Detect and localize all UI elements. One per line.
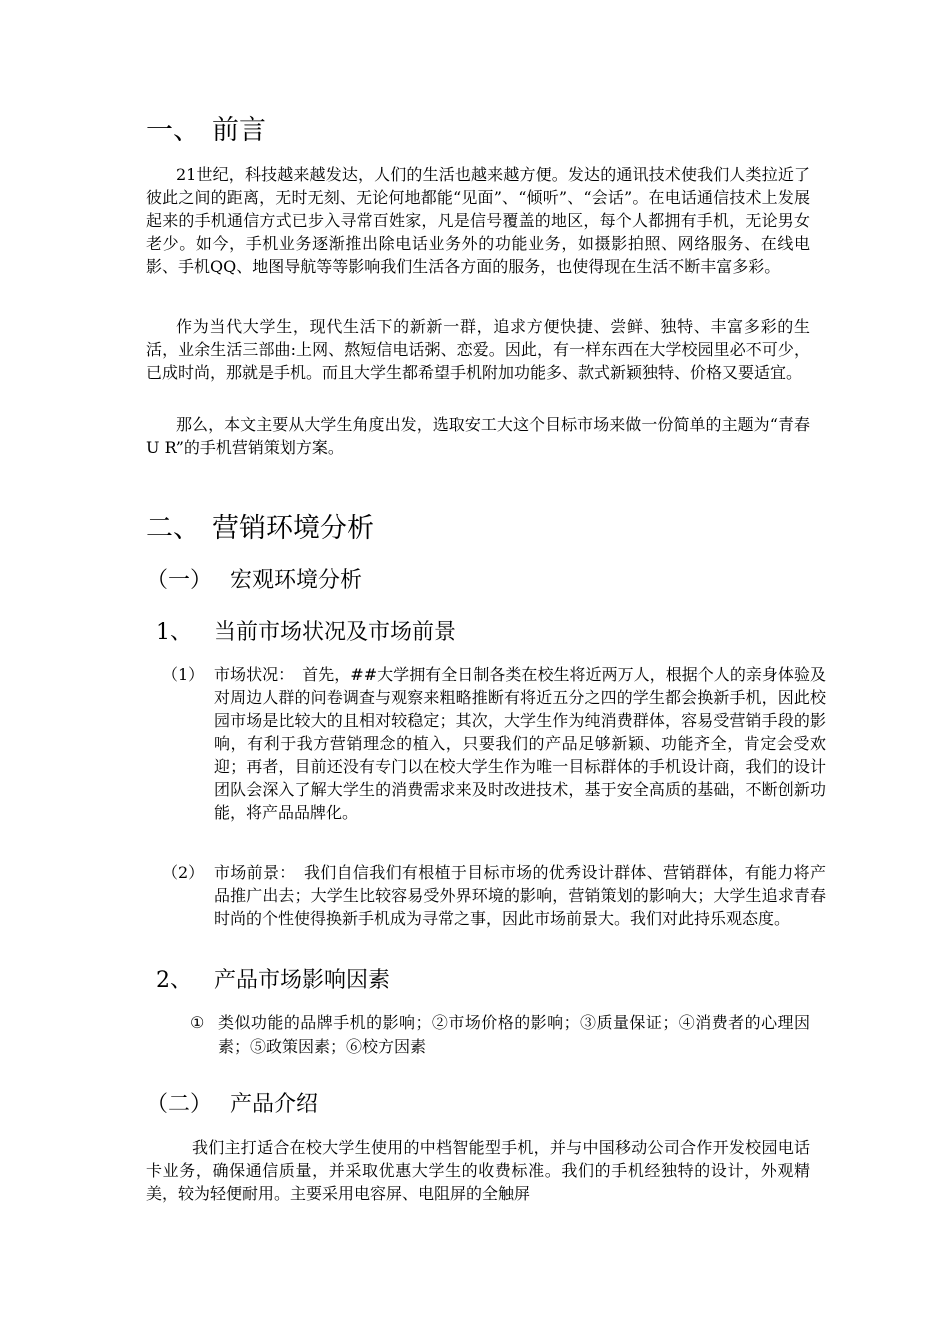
heading-title: 营销环境分析	[212, 513, 374, 544]
paragraph: 我们主打适合在校大学生使用的中档智能型手机，并与中国移动公司合作开发校园电话卡业务，确保通信质量，并采取优惠大学生的收费标准。我们的手机经独特的设计，外观精美，较为轻便耐用。主要采用电容屏、电阻屏的全触屏	[146, 1138, 810, 1203]
heading-title: 当前市场状况及市场前景	[214, 620, 457, 645]
subheading-market-factors	[156, 966, 390, 996]
heading-title: 产品市场影响因素	[214, 968, 391, 993]
heading-number: 1、	[156, 620, 192, 645]
list-item-text: 市场状况： 首先，##大学拥有全日制各类在校生将近两万人，根据个人的亲身体验及对周边人群的问卷调查与观察来粗略推断有将近五分之四的学生都会换新手机，因此校园市场是比较大的且相对较稳定；其次，大学生作为纯消费群体，容易受营销手段的影响，有利于我方营销理念的植入，只要我们的产品足够新颖、功能齐全，肯定会受欢迎；再者，目前还没有专门以在校大学生作为唯一目标群体的手机设计商，我们的设计团队会深入了解大学生的消费需求来及时改进技术，基于安全高质的基础，不断创新功能，将产品品牌化。	[214, 665, 826, 822]
heading-number: （一）	[146, 568, 213, 593]
subheading-macro-environment	[146, 566, 362, 596]
subheading-market-status	[156, 618, 456, 648]
heading-title: 产品介绍	[230, 1092, 319, 1117]
list-item-text: 市场前景： 我们自信我们有根植于目标市场的优秀设计群体、营销群体，有能力将产品推广出去；大学生比较容易受外界环境的影响，营销策划的影响大；大学生追求青春时尚的个性使得换新手机成为寻常之事，因此市场前景大。我们对此持乐观态度。	[214, 863, 826, 928]
paragraph: 作为当代大学生，现代生活下的新新一群，追求方便快捷、尝鲜、独特、丰富多彩的生活，业余生活三部曲:上网、熬短信电话粥、恋爱。因此，有一样东西在大学校园里必不可少，已成时尚，那就是手机。而且大学生都希望手机附加功能多、款式新颖独特、价格又要适宜。	[146, 317, 810, 382]
heading-number: 二、	[146, 513, 200, 544]
paragraph: 21世纪，科技越来越发达，人们的生活也越来越方便。发达的通讯技术使我们人类拉近了彼此之间的距离，无时无刻、无论何地都能“见面”、“倾听”、“会话”。在电话通信技术上发展起来的手机通信方式已步入寻常百姓家，凡是信号覆盖的地区，每个人都拥有手机，无论男女老少。如今，手机业务逐渐推出除电话业务外的功能业务，如摄影拍照、网络服务、在线电影、手机QQ、地图导航等等影响我们生活各方面的服务，也使得现在生活不断丰富多彩。	[146, 165, 810, 276]
heading-number: 一、	[146, 115, 200, 146]
subheading-product-intro	[146, 1090, 318, 1120]
list-item	[162, 861, 826, 930]
heading-number: 2、	[156, 968, 192, 993]
paragraph: 那么，本文主要从大学生角度出发，选取安工大这个目标市场来做一份简单的主题为“青春 U R”的手机营销策划方案。	[146, 415, 810, 457]
heading-preface	[146, 114, 266, 148]
list-item	[162, 663, 826, 824]
heading-title: 宏观环境分析	[230, 568, 363, 593]
heading-title: 前言	[212, 115, 266, 146]
factor-list	[190, 1011, 810, 1059]
factor-list-label: ①	[190, 1013, 205, 1032]
list-item-label: （1）	[162, 665, 205, 684]
factor-list-text: 类似功能的品牌手机的影响；②市场价格的影响；③质量保证；④消费者的心理因素；⑤政策因素；⑥校方因素	[218, 1013, 810, 1056]
heading-marketing-environment	[146, 512, 374, 546]
list-item-label: （2）	[162, 863, 205, 882]
heading-number: （二）	[146, 1092, 213, 1117]
